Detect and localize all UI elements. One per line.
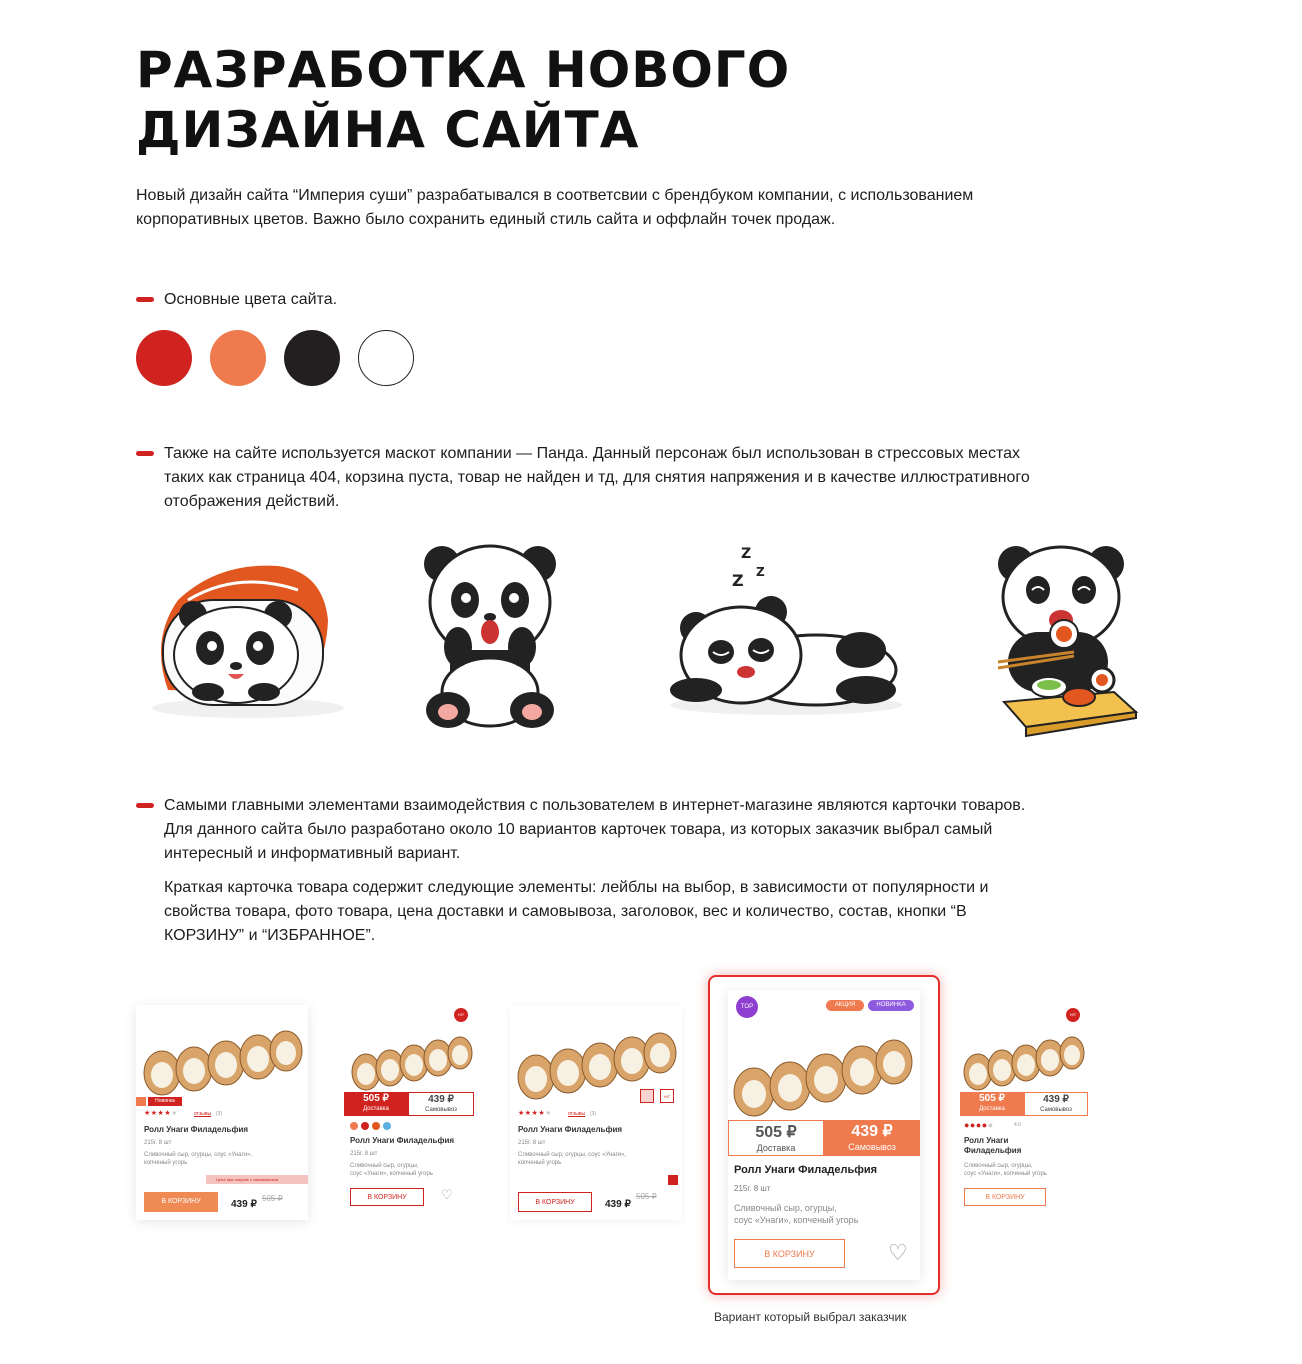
- intro-line-1: Новый дизайн сайта “Империя суши” разрабатывался в соответсвии с брендбуком компании, с использованием: [136, 187, 974, 204]
- color-swatch-orange: [210, 330, 266, 386]
- product-card-variant-3: [510, 1005, 682, 1220]
- svg-text:Z: Z: [732, 571, 744, 590]
- product-ingredients: Сливочный сыр, огурцы, соус «Унаги», копченый угорь: [350, 1163, 433, 1177]
- hit-badge: HIT: [454, 1008, 468, 1022]
- add-to-cart-button[interactable]: В КОРЗИНУ: [144, 1192, 218, 1212]
- panda-surprised-illustration: [420, 542, 560, 732]
- hit-badge: HIT: [1066, 1008, 1080, 1022]
- delivery-price-box[interactable]: [960, 1092, 1024, 1116]
- product-name: Ролл Унаги Филадельфия: [518, 1125, 623, 1134]
- pickup-note: Цена при покупке с самовывозом: [206, 1175, 308, 1184]
- label-new: Новинка: [148, 1097, 182, 1106]
- svg-text:Z: Z: [756, 565, 765, 579]
- label-icon: [136, 1097, 146, 1106]
- pickup-price: 439 ₽: [1043, 1094, 1069, 1105]
- product-weight: 215г. 8 шт: [734, 1184, 771, 1193]
- feature-icon: [372, 1122, 380, 1130]
- pickup-price: 439 ₽: [428, 1094, 454, 1105]
- rating-stars: ★★★★★: [144, 1110, 178, 1117]
- old-price: 505 ₽: [262, 1194, 283, 1203]
- price: 439 ₽: [231, 1199, 257, 1210]
- add-to-cart-button[interactable]: В КОРЗИНУ: [518, 1192, 592, 1212]
- product-ingredients: Сливочный сыр, огурцы, соус «Унаги», копченый угорь: [964, 1163, 1047, 1177]
- product-weight: 215г. 8 шт: [350, 1151, 378, 1157]
- selected-caption: Вариант который выбрал заказчик: [714, 1310, 907, 1324]
- reviews-link[interactable]: отзывы: [568, 1111, 586, 1117]
- cards-paragraph-2: [164, 876, 1164, 948]
- intro-paragraph: [136, 184, 1116, 232]
- color-swatch-white: [358, 330, 414, 386]
- product-ingredients: Сливочный сыр, огурцы, соус «Унаги», копченый угорь: [734, 1203, 859, 1225]
- top-badge: TOP: [736, 996, 758, 1018]
- add-to-cart-button[interactable]: В КОРЗИНУ: [350, 1188, 424, 1206]
- product-photo: [730, 1014, 918, 1118]
- reviews-count: (3): [216, 1111, 223, 1117]
- add-to-cart-button[interactable]: В КОРЗИНУ: [964, 1188, 1046, 1206]
- product-name: Ролл Унаги Филадельфия: [734, 1164, 878, 1176]
- panda-in-sushi-illustration: [148, 560, 348, 720]
- product-name: Ролл Унаги Филадельфия: [964, 1136, 1022, 1155]
- feature-icons: [350, 1122, 391, 1130]
- mascot-line-3: отображения действий.: [164, 493, 340, 510]
- delivery-price: 505 ₽: [755, 1124, 797, 1141]
- title-line-2: ДИЗАЙНА САЙТА: [136, 101, 640, 159]
- svg-text:Z: Z: [741, 546, 752, 562]
- feature-icon: [350, 1122, 358, 1130]
- product-card-variant-2: [344, 1008, 480, 1208]
- hit-label: HIT: [660, 1089, 674, 1103]
- rating-value: 4.0: [1014, 1122, 1021, 1128]
- pickup-price-box[interactable]: [1024, 1092, 1088, 1116]
- pepper-icon: [668, 1175, 678, 1185]
- bullet-marker: [136, 803, 154, 808]
- pickup-label: Самовывоз: [848, 1142, 896, 1152]
- mascot-paragraph: [164, 442, 1164, 514]
- product-card-variant-1: [136, 1005, 308, 1220]
- pickup-label: Самовывоз: [1040, 1107, 1072, 1113]
- reviews-count: (3): [590, 1111, 597, 1117]
- color-swatch-black: [284, 330, 340, 386]
- color-swatch-red: [136, 330, 192, 386]
- cards-p1-line-1: Самыми главными элементами взаимодействия с пользователем в интернет-магазине являются карточки товаров.: [164, 797, 1026, 814]
- cards-p2-line-2: свойства товара, фото товара, цена доставки и самовывоза, заголовок, вес и количество, состав, кнопки “В: [164, 903, 967, 920]
- product-photo: [510, 1005, 682, 1105]
- product-card-selected: [728, 990, 920, 1280]
- spicy-label-icon: [640, 1089, 654, 1103]
- product-name: Ролл Унаги Филадельфия: [144, 1125, 249, 1134]
- page-title: [136, 40, 1036, 160]
- cards-p2-line-1: Краткая карточка товара содержит следующие элементы: лейблы на выбор, в зависимости от популярности и: [164, 879, 989, 896]
- product-card-variant-5: [958, 1008, 1092, 1208]
- bullet-marker: [136, 451, 154, 456]
- product-ingredients: Сливочный сыр, огурцы, соус «Унаги», копченый угорь: [518, 1152, 627, 1166]
- old-price: 505 ₽: [636, 1192, 657, 1201]
- feature-icon: [383, 1122, 391, 1130]
- spicy-rating: ●●●●●: [964, 1120, 994, 1130]
- novelty-badge: НОВИНКА: [868, 1000, 914, 1011]
- panda-eating-sushi-illustration: [994, 542, 1144, 742]
- cards-p1-line-3: интересный и информативный вариант.: [164, 845, 461, 862]
- intro-line-2: корпоративных цветов. Важно было сохранить единый стиль сайта и оффлайн точек продаж.: [136, 211, 836, 228]
- delivery-price-box[interactable]: [728, 1120, 824, 1156]
- mascot-line-1: Также на сайте используется маскот компании — Панда. Данный персонаж был использован в стрессовых местах: [164, 445, 1020, 462]
- price: 439 ₽: [605, 1199, 631, 1210]
- reviews-link[interactable]: отзывы: [194, 1111, 212, 1117]
- favorite-icon[interactable]: ♡: [888, 1240, 908, 1265]
- product-name: Ролл Унаги Филадельфия: [350, 1136, 455, 1145]
- delivery-label: Доставка: [363, 1106, 389, 1112]
- panda-sleeping-illustration: [666, 540, 906, 720]
- product-photo: [960, 1016, 1088, 1096]
- add-to-cart-button[interactable]: В КОРЗИНУ: [734, 1239, 845, 1268]
- pickup-price-box[interactable]: [408, 1092, 474, 1116]
- pickup-label: Самовывоз: [425, 1107, 457, 1113]
- product-weight: 215г. 8 шт: [144, 1140, 172, 1146]
- delivery-label: Доставка: [979, 1106, 1005, 1112]
- product-photo: [136, 1005, 308, 1103]
- pickup-price: 439 ₽: [851, 1123, 893, 1140]
- cards-p1-line-2: Для данного сайта было разработано около 10 вариантов карточек товара, из которых заказчик выбрал самый: [164, 821, 993, 838]
- delivery-label: Доставка: [756, 1143, 796, 1153]
- pickup-price-box[interactable]: [824, 1120, 920, 1156]
- product-photo: [346, 1016, 476, 1096]
- favorite-icon[interactable]: ♡: [441, 1187, 453, 1202]
- title-line-1: РАЗРАБОТКА НОВОГО: [136, 41, 791, 99]
- delivery-price: 505 ₽: [979, 1093, 1005, 1104]
- delivery-price-box[interactable]: [344, 1092, 408, 1116]
- cards-paragraph-1: [164, 794, 1164, 866]
- product-weight: 215г. 8 шт: [518, 1140, 546, 1146]
- promo-badge: АКЦИЯ: [826, 1000, 864, 1011]
- colors-label: Основные цвета сайта.: [164, 291, 338, 308]
- rating-stars: ★★★★★: [518, 1110, 552, 1117]
- delivery-price: 505 ₽: [363, 1093, 389, 1104]
- bullet-marker: [136, 297, 154, 302]
- mascot-line-2: таких как страница 404, корзина пуста, товар не найден и тд, для снятия напряжения и в качестве иллюстративного: [164, 469, 1030, 486]
- cards-p2-line-3: КОРЗИНУ” и “ИЗБРАННОЕ”.: [164, 927, 376, 944]
- product-ingredients: Сливочный сыр, огурцы, соус «Унаги», копченый угорь: [144, 1152, 253, 1166]
- feature-icon: [361, 1122, 369, 1130]
